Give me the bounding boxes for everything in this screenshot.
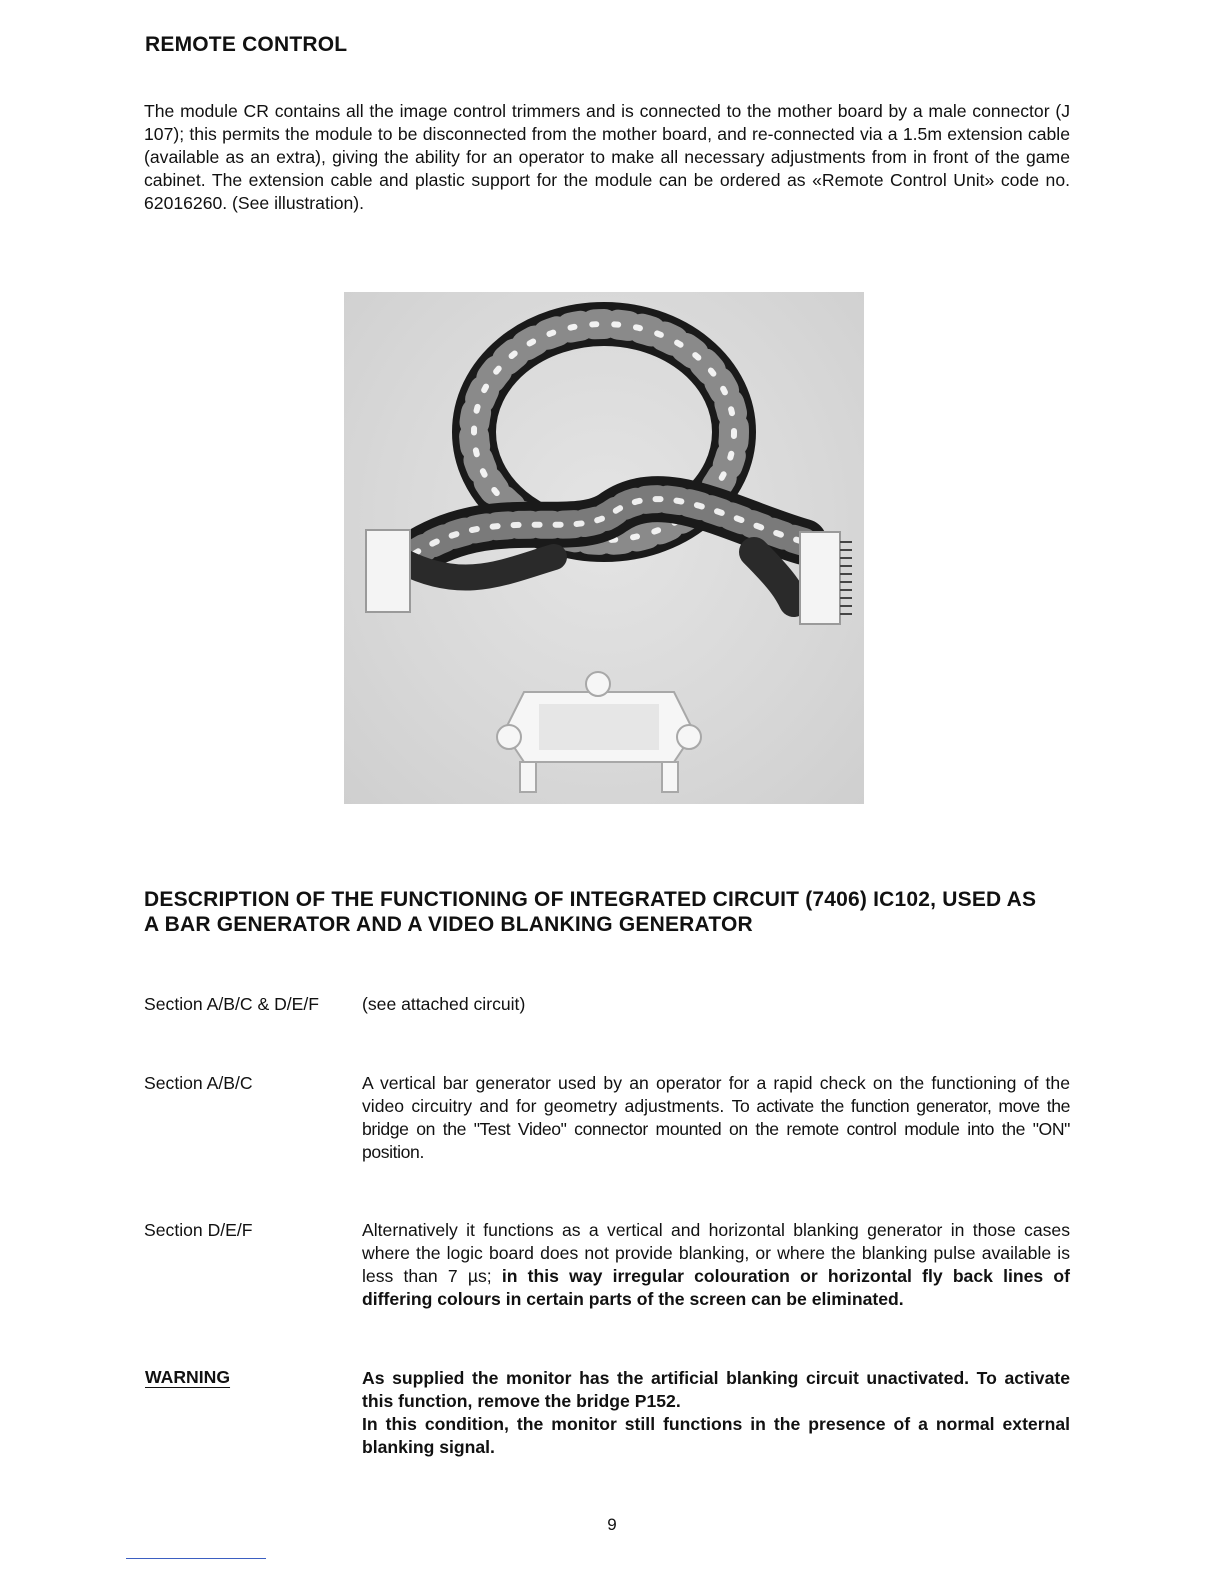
row-text-def-part2: in this way irregular colouration or horizontal fly back lines of differing colours in certain parts of the screen can be eliminated. <box>362 1266 1070 1309</box>
row-text-def <box>362 1219 1070 1311</box>
row-text-abc-part1: A vertical bar generator used by an operator for a rapid check on the functioning of the video circuitry and for geometry adjustments. <box>362 1073 1070 1116</box>
section-title-ic102-line2: A BAR GENERATOR AND A VIDEO BLANKING GENERATOR <box>144 913 753 936</box>
remote-control-illustration <box>344 292 864 804</box>
cable-and-bracket-photo-icon <box>344 292 864 804</box>
row-text-abc-part2: To activate the function generator, move the bridge on the "Test Video" connector mounted on the remote control module into the "ON" position. <box>362 1096 1070 1162</box>
warning-label: WARNING <box>145 1367 231 1387</box>
row-label-abc-def: Section A/B/C & D/E/F <box>144 994 320 1014</box>
row-text-def-part1: Alternatively it functions as a vertical and horizontal blanking generator in those cases where the logic board does not provide blanking, or where the blanking pulse available is less than 7 µs; <box>362 1220 1070 1286</box>
section-title-remote-control: REMOTE CONTROL <box>145 33 348 56</box>
section-title-ic102-line1: DESCRIPTION OF THE FUNCTIONING OF INTEGRATED CIRCUIT (7406) IC102, USED AS <box>144 888 1037 911</box>
footer-divider <box>126 1558 266 1559</box>
row-text-abc <box>362 1072 1070 1164</box>
warning-line2: In this condition, the monitor still functions in the presence of a normal external blanking signal. <box>362 1414 1070 1457</box>
warning-text <box>362 1367 1070 1459</box>
page-number: 9 <box>607 1515 617 1534</box>
row-label-def: Section D/E/F <box>144 1220 253 1240</box>
remote-control-paragraph: The module CR contains all the image control trimmers and is connected to the mother board by a male connector (J 107); this permits the module to be disconnected from the mother board, and re-connected via a 1.5m extension cable (available as an extra), giving the ability for an operator to make all necessary adjustments from in front of the game cabinet. The extension cable and plastic support for the module can be ordered as «Remote Control Unit» code no. 62016260. (See illustration). <box>144 101 1070 213</box>
warning-line1: As supplied the monitor has the artificial blanking circuit unactivated. To activate this function, remove the bridge P152. <box>362 1368 1070 1411</box>
section-title-ic102 <box>144 887 1036 937</box>
row-label-abc: Section A/B/C <box>144 1073 253 1093</box>
row-text-abc-def: (see attached circuit) <box>362 994 526 1014</box>
